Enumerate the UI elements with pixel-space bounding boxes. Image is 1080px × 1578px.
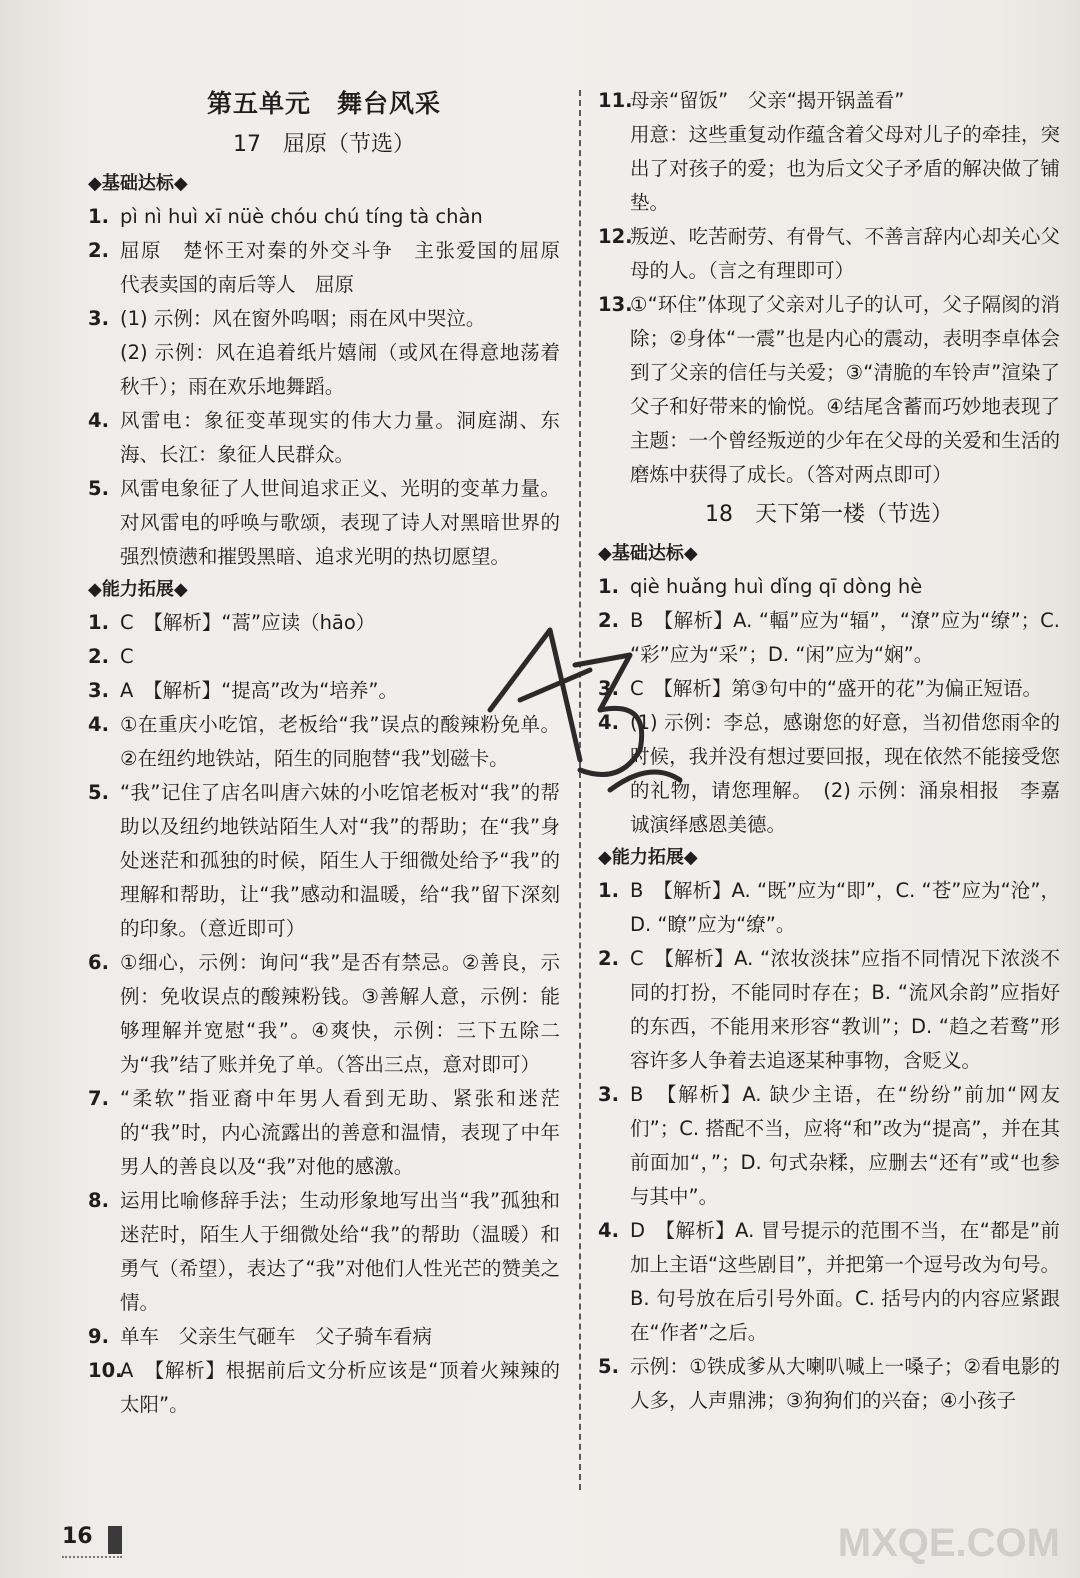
answer-number: 3.: [88, 679, 109, 702]
answer-text: C 【解析】第③句中的“盛开的花”为偏正短语。: [630, 677, 1043, 700]
answer-item: [88, 1320, 560, 1354]
answer-text: C 【解析】A. “浓妆淡抹”应指不同情况下浓淡不同的打扮，不能同时存在；B. “流风余韵”应指好的东西，不能用来形容“教训”；D. “趋之若鹜”形容许多人争着去追逐某种事物，含贬义。: [630, 947, 1060, 1072]
lesson-17-basic-list: [88, 200, 580, 574]
answer-number: 2.: [598, 609, 619, 632]
page-number-bar: [108, 1526, 122, 1554]
answer-item: [88, 708, 560, 776]
answer-text: “柔软”指亚裔中年男人看到无助、紧张和迷茫的“我”时，内心流露出的善意和温情，表现了中年男人的善良以及“我”对他的感激。: [120, 1087, 560, 1178]
answer-number: 5.: [598, 1355, 619, 1378]
answer-text: 风雷电：象征变革现实的伟大力量。洞庭湖、东海、长江：象征人民群众。: [120, 409, 560, 466]
lesson-18-ability-list: [598, 874, 1060, 1418]
answer-text: ①在重庆小吃馆，老板给“我”误点的酸辣粉免单。②在纽约地铁站，陌生的同胞替“我”划磁卡。: [120, 713, 560, 770]
answer-item: [598, 1350, 1060, 1418]
answer-number: 13.: [598, 293, 633, 316]
answer-item: [598, 118, 1060, 220]
answer-number: 1.: [88, 611, 109, 634]
answer-text: 叛逆、吃苦耐劳、有骨气、不善言辞内心却关心父母的人。（言之有理即可）: [630, 225, 1060, 282]
answer-item: [598, 874, 1060, 942]
answer-number: 1.: [598, 575, 619, 598]
answer-item: [598, 604, 1060, 672]
unit-title: 第五单元 舞台风采: [206, 89, 441, 118]
answer-number: 9.: [88, 1325, 109, 1348]
answer-number: 3.: [598, 677, 619, 700]
answer-number: 3.: [88, 307, 109, 330]
answer-item: [88, 472, 560, 574]
answer-text: (2) 示例：风在追着纸片嬉闹（或风在得意地荡着秋千）；雨在欢乐地舞蹈。: [120, 341, 560, 398]
answer-number: 2.: [88, 239, 109, 262]
answer-item: [88, 404, 560, 472]
section-header-ability-18: ◆能力拓展◆: [598, 847, 698, 868]
answer-item: [598, 1078, 1060, 1214]
answer-item: [598, 570, 1060, 604]
answer-item: [88, 1184, 560, 1320]
right-column: [598, 84, 1060, 1418]
answer-item: [88, 302, 560, 336]
answer-item: [88, 640, 560, 674]
section-header-basic-18: ◆基础达标◆: [598, 543, 698, 564]
answer-text: 运用比喻修辞手法；生动形象地写出当“我”孤独和迷茫时，陌生人于细微处给“我”的帮助（温暖）和勇气（希望），表达了“我”对他们人性光芒的赞美之情。: [120, 1189, 560, 1314]
lesson-18-title: 18 天下第一楼（节选）: [705, 502, 953, 527]
lesson-17-continued-list: [598, 84, 1060, 492]
answer-text: qiè huǎng huì dǐng qī dòng hè: [630, 575, 923, 598]
answer-item: [88, 200, 560, 234]
answer-number: 5.: [88, 477, 109, 500]
answer-text: 单车 父亲生气砸车 父子骑车看病: [120, 1325, 433, 1348]
answer-text: 用意：这些重复动作蕴含着父母对儿子的牵挂，突出了对孩子的爱；也为后文父子矛盾的解决做了铺垫。: [630, 123, 1060, 214]
page-number-underline: [62, 1556, 122, 1558]
answer-text: A 【解析】“提高”改为“培养”。: [120, 679, 398, 702]
answer-text: ①“环住”体现了父亲对儿子的认可，父子隔阂的消除；②身体“一震”也是内心的震动，表明李卓体会到了父亲的信任与关爱；③“清脆的车铃声”渲染了父子和好带来的愉悦。④结尾含蓄而巧妙地表现了主题：一个曾经叛逆的少年在父母的关爱和生活的磨炼中获得了成长。（答对两点即可）: [630, 293, 1060, 486]
answer-number: [88, 336, 120, 404]
answer-number: 4.: [88, 713, 109, 736]
answer-number: 2.: [598, 947, 619, 970]
lesson-17-ability-list: [88, 606, 560, 1422]
answer-number: 4.: [88, 409, 109, 432]
answer-item: [598, 942, 1060, 1078]
answer-number: 1.: [598, 879, 619, 902]
answer-text: 示例：①铁成爹从大喇叭喊上一嗓子；②看电影的人多，人声鼎沸；③狗狗们的兴奋；④小孩子: [630, 1355, 1060, 1412]
answer-item: [598, 84, 1060, 118]
answer-number: 11.: [598, 89, 633, 112]
answer-text: A 【解析】根据前后文分析应该是“顶着火辣辣的太阳”。: [120, 1359, 560, 1416]
answer-item: [88, 234, 580, 302]
answer-text: D 【解析】A. 冒号提示的范围不当，在“都是”前加上主语“这些剧目”，并把第一个逗号改为句号。B. 句号放在后引号外面。C. 括号内的内容应紧跟在“作者”之后。: [630, 1219, 1060, 1344]
answer-item: [88, 946, 560, 1082]
answer-number: 8.: [88, 1189, 109, 1212]
answer-number: 12.: [598, 225, 633, 248]
answer-text: “我”记住了店名叫唐六妹的小吃馆老板对“我”的帮助以及纽约地铁站陌生人对“我”的帮助；在“我”身处迷茫和孤独的时候，陌生人于细微处给予“我”的理解和帮助，让“我”感动和温暖，给“我”留下深刻的印象。（意近即可）: [120, 781, 560, 940]
answer-text: B 【解析】A. “輻”应为“辐”，“潦”应为“缭”；C. “彩”应为“采”；D. “闲”应为“娴”。: [630, 609, 1060, 666]
column-divider: [579, 90, 581, 1490]
answer-number: 7.: [88, 1087, 109, 1110]
answer-number: 4.: [598, 1219, 619, 1242]
answer-item: [598, 288, 1060, 492]
answer-item: [88, 606, 560, 640]
answer-text: (1) 示例：风在窗外呜咽；雨在风中哭泣。: [120, 307, 486, 330]
answer-text: (1) 示例：李总，感谢您的好意，当初借您雨伞的时候，我并没有想过要回报，现在依然不能接受您的礼物，请您理解。 (2) 示例：涌泉相报 李嘉诚演绎感恩美德。: [630, 711, 1060, 836]
answer-item: [598, 672, 1060, 706]
answer-text: B 【解析】A. “既”应为“即”，C. “苍”应为“沧”，D. “瞭”应为“缭”。: [630, 879, 1060, 936]
section-header-ability: ◆能力拓展◆: [88, 579, 188, 600]
section-header-basic: ◆基础达标◆: [88, 173, 188, 194]
answer-item: [88, 776, 560, 946]
answer-item: [598, 1214, 1060, 1350]
answer-item: [88, 674, 560, 708]
answer-item: [598, 706, 1060, 842]
answer-text: C 【解析】“蒿”应读（hāo）: [120, 611, 376, 634]
answer-number: 1.: [88, 205, 109, 228]
page-number: 16: [62, 1524, 93, 1549]
answer-item: [598, 220, 1060, 288]
answer-text: B 【解析】A. 缺少主语，在“纷纷”前加“网友们”；C. 搭配不当，应将“和”改为“提高”，并在其前面加“，”；D. 句式杂糅，应删去“还有”或“也参与其中”。: [630, 1083, 1060, 1208]
answer-text: 母亲“留饭” 父亲“揭开锅盖看”: [630, 89, 905, 112]
watermark: MXQE.COM: [837, 1521, 1060, 1565]
answer-item: [88, 336, 560, 404]
lesson-17-title: 17 屈原（节选）: [233, 132, 415, 157]
lesson-18-basic-list: [598, 570, 1060, 842]
answer-number: 2.: [88, 645, 109, 668]
answer-text: C: [120, 645, 134, 668]
answer-number: 3.: [598, 1083, 619, 1106]
answer-text: ①细心，示例：询问“我”是否有禁忌。②善良，示例：免收误点的酸辣粉钱。③善解人意，示例：能够理解并宽慰“我”。④爽快，示例：三下五除二为“我”结了账并免了单。（答出三点，意对即可）: [120, 951, 560, 1076]
answer-number: [598, 118, 630, 220]
answer-number: 10.: [88, 1359, 123, 1382]
answer-text: pì nì huì xī nüè chóu chú tíng tà chàn: [120, 205, 483, 228]
answer-item: [88, 1082, 560, 1184]
answer-item: [88, 1354, 560, 1422]
answer-number: 4.: [598, 711, 619, 734]
answer-number: 6.: [88, 951, 109, 974]
answer-text: 屈原 楚怀王对秦的外交斗争 主张爱国的屈原 代表卖国的南后等人 屈原: [120, 239, 580, 296]
answer-number: 5.: [88, 781, 109, 804]
left-column: [88, 84, 580, 1422]
answer-text: 风雷电象征了人世间追求正义、光明的变革力量。对风雷电的呼唤与歌颂，表现了诗人对黑暗世界的强烈愤懑和摧毁黑暗、追求光明的热切愿望。: [120, 477, 560, 568]
